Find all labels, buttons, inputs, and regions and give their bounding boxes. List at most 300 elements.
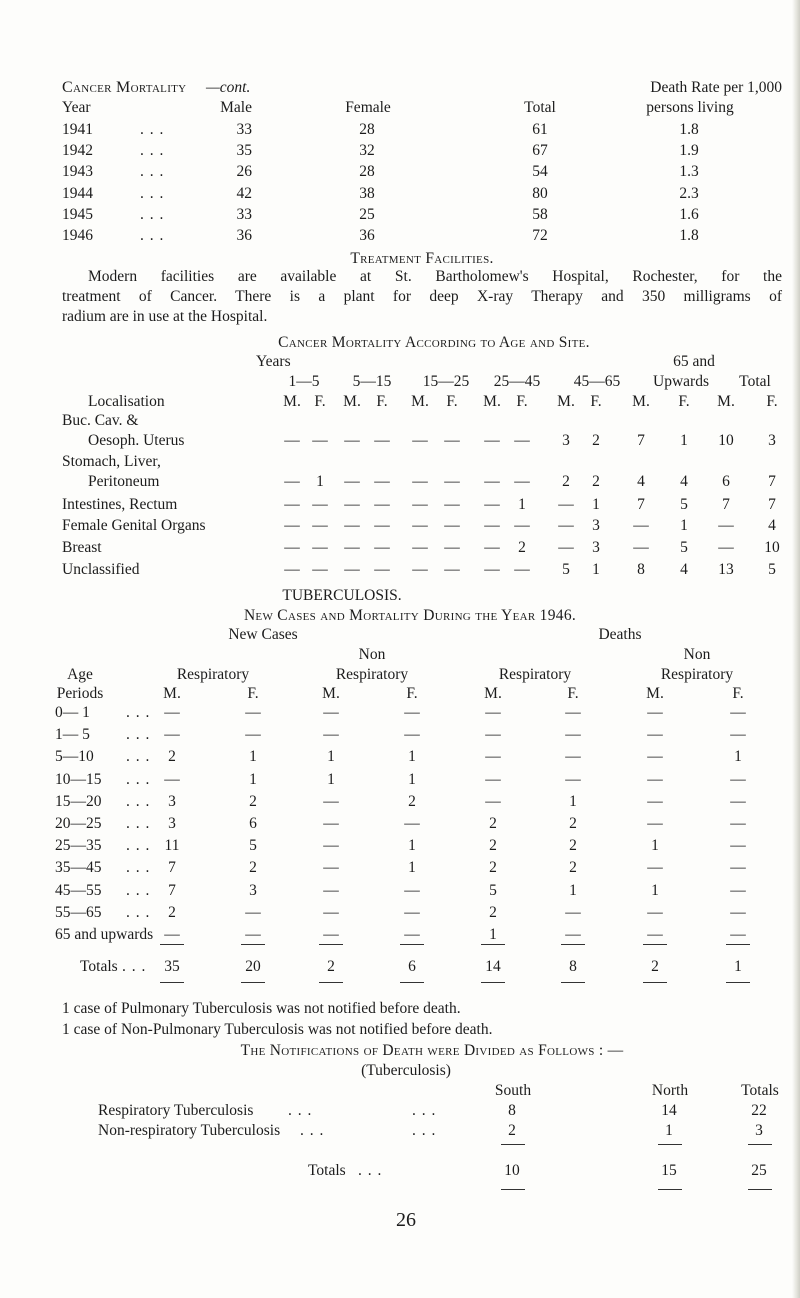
tb-cell: — xyxy=(164,726,180,744)
tb-cell: — xyxy=(565,704,581,721)
col-f: F. xyxy=(376,393,388,410)
tb-cell: — xyxy=(323,903,339,921)
tb-total: 35 xyxy=(164,958,180,975)
age-site-cell: — xyxy=(284,561,300,578)
notifications-title: The Notifications of Death were Divided as Follows : — xyxy=(240,1042,624,1059)
tb-cell: — xyxy=(485,770,501,788)
mortality-total: 54 xyxy=(532,163,548,181)
tb-age-period: 45—55 xyxy=(55,881,102,899)
age-site-cell: — xyxy=(312,517,328,534)
age-site-cell: — xyxy=(514,473,530,490)
notifications-label: Non-respiratory Tuberculosis xyxy=(98,1122,281,1139)
tb-cell: — xyxy=(404,903,420,921)
treatment-line: Modern facilities are available at St. Bartholomew's Hospital, Rochester, for the xyxy=(88,268,782,285)
mortality-female: 38 xyxy=(359,184,375,202)
column-rule xyxy=(241,982,265,983)
notifications-cell: 8 xyxy=(508,1102,516,1119)
tb-total: 14 xyxy=(485,958,501,975)
tb-cell: — xyxy=(730,726,746,744)
tb-cell: 1 xyxy=(408,748,416,766)
tb-cell: 1 xyxy=(569,792,577,810)
tb-age-period: 1— 5 xyxy=(55,726,90,744)
tb-cell: 3 xyxy=(168,815,176,832)
treatment-title: Treatment Facilities. xyxy=(350,250,494,267)
col-m: M. xyxy=(322,685,340,702)
localisation-label: Localisation xyxy=(88,393,165,410)
leader-dots: . . . xyxy=(126,859,151,877)
leader-dots: . . . xyxy=(288,1102,313,1119)
rate-header: Death Rate per 1,000 xyxy=(650,79,782,96)
mortality-year: 1942 xyxy=(62,142,93,160)
col-f: F. xyxy=(732,685,744,702)
mortality-male: 36 xyxy=(236,227,252,244)
mortality-total: 80 xyxy=(532,184,548,202)
mortality-male: 35 xyxy=(236,142,252,160)
leader-dots: . . . xyxy=(140,142,165,160)
age-site-cell: — xyxy=(484,432,500,449)
tb-cell: 2 xyxy=(489,837,497,855)
col-total: Total xyxy=(524,99,556,116)
tb-cell: 11 xyxy=(164,837,180,855)
mortality-female: 28 xyxy=(359,121,375,138)
age-site-cell: — xyxy=(312,539,328,556)
tb-total: 1 xyxy=(734,958,742,975)
age-group-header: Total xyxy=(739,373,771,390)
tb-age-period: 10—15 xyxy=(55,770,102,788)
site-label-line1: Buc. Cav. & xyxy=(62,412,139,429)
age-site-cell: — xyxy=(718,517,734,534)
age-site-cell: — xyxy=(514,517,530,534)
tb-cell: 2 xyxy=(569,859,577,877)
tb-total: 2 xyxy=(651,958,659,975)
col-f: F. xyxy=(567,685,579,702)
tb-cell: — xyxy=(323,815,339,832)
tb-age-period: 55—65 xyxy=(55,903,102,921)
tb-cell: — xyxy=(730,837,746,855)
mortality-title: Cancer Mortality xyxy=(62,79,187,96)
age-site-title: Cancer Mortality According to Age and Site. xyxy=(278,334,590,351)
column-rule xyxy=(481,982,505,983)
col-m: M. xyxy=(283,393,301,410)
d-resp: Respiratory xyxy=(498,666,572,683)
site-label: Unclassified xyxy=(62,561,140,578)
tb-cell: 2 xyxy=(168,748,176,766)
notifications-label: Respiratory Tuberculosis xyxy=(98,1102,254,1119)
mortality-year: 1943 xyxy=(62,163,93,181)
age-site-cell: 1 xyxy=(518,496,526,513)
mortality-total: 72 xyxy=(532,227,548,244)
column-rule xyxy=(748,1144,772,1145)
tb-cell: — xyxy=(323,881,339,899)
tb-cell: — xyxy=(647,748,663,766)
tb-cell: 1 xyxy=(408,770,416,788)
age-site-cell: — xyxy=(344,432,360,449)
tb-cell: — xyxy=(245,726,261,744)
d-non: Non xyxy=(683,646,711,663)
age-group-header: 1—5 xyxy=(288,373,320,390)
column-rule xyxy=(658,1144,682,1145)
tb-cell: — xyxy=(647,770,663,788)
mortality-rate: 1.3 xyxy=(679,163,699,181)
tb-total: 2 xyxy=(327,958,335,975)
tb-cell: — xyxy=(323,726,339,744)
age-site-cell: 1 xyxy=(680,432,688,449)
age-site-cell: — xyxy=(484,496,500,513)
tb-note: 1 case of Pulmonary Tuberculosis was not notified before death. xyxy=(62,1000,461,1017)
tb-cell: — xyxy=(565,726,581,744)
age-site-cell: — xyxy=(412,432,428,449)
tb-cell: — xyxy=(164,704,180,721)
tb-cell: 1 xyxy=(327,748,335,766)
notifications-cell: 14 xyxy=(661,1102,677,1119)
age-site-cell: — xyxy=(484,539,500,556)
col-f: F. xyxy=(446,393,458,410)
mortality-year: 1946 xyxy=(62,227,93,244)
nc-nonresp: Respiratory xyxy=(335,666,409,683)
tb-title: TUBERCULOSIS. xyxy=(282,587,402,604)
mortality-female: 32 xyxy=(359,142,375,160)
age-site-cell: 10 xyxy=(718,432,734,449)
age-site-cell: 13 xyxy=(718,561,734,578)
column-rule xyxy=(160,982,184,983)
age-site-cell: 4 xyxy=(768,517,776,534)
leader-dots: . . . xyxy=(140,205,165,223)
treatment-paragraph xyxy=(62,267,782,327)
tb-cell: — xyxy=(485,704,501,721)
age-site-cell: — xyxy=(312,561,328,578)
leader-dots: . . . xyxy=(140,227,165,244)
age-site-cell: — xyxy=(484,473,500,490)
age-site-cell: — xyxy=(344,517,360,534)
tb-cell: 6 xyxy=(249,815,257,832)
tb-cell: 2 xyxy=(489,903,497,921)
periods-label: Periods xyxy=(56,685,104,702)
tb-cell: 1 xyxy=(408,859,416,877)
mortality-total: 58 xyxy=(532,205,548,223)
col-m: M. xyxy=(343,393,361,410)
leader-dots: . . . xyxy=(412,1122,437,1139)
tb-cell: 1 xyxy=(249,748,257,766)
tb-cell: — xyxy=(323,704,339,721)
leader-dots: . . . xyxy=(358,1162,383,1179)
age-label: Age xyxy=(67,666,93,683)
tb-cell: 2 xyxy=(249,792,257,810)
notifications-header: Totals xyxy=(741,1082,779,1099)
tb-cell: 7 xyxy=(168,859,176,877)
mortality-male: 42 xyxy=(236,184,252,202)
tb-cell: — xyxy=(565,748,581,766)
leader-dots: . . . xyxy=(412,1102,437,1119)
tb-cell: 1 xyxy=(249,770,257,788)
tb-cell: — xyxy=(647,859,663,877)
age-site-cell: 2 xyxy=(518,539,526,556)
tb-cell: 3 xyxy=(168,792,176,810)
tb-cell: — xyxy=(245,926,261,943)
tb-cell: — xyxy=(323,859,339,877)
age-site-cell: — xyxy=(284,432,300,449)
treatment-line: treatment of Cancer. There is a plant for deep X-ray Therapy and 350 milligrams of xyxy=(62,288,782,305)
age-site-cell: 10 xyxy=(764,539,780,556)
column-rule xyxy=(726,944,750,945)
tb-age-period: 35—45 xyxy=(55,859,102,877)
col-m: M. xyxy=(163,685,181,702)
mortality-title-cont: —cont. xyxy=(206,79,251,96)
mortality-total: 67 xyxy=(532,142,548,160)
site-label: Female Genital Organs xyxy=(62,517,206,534)
leader-dots: . . . xyxy=(126,770,151,788)
mortality-rate: 1.8 xyxy=(679,227,699,244)
column-rule xyxy=(643,944,667,945)
tb-cell: 1 xyxy=(569,881,577,899)
col-f: F. xyxy=(766,393,778,410)
age-site-cell: — xyxy=(718,539,734,556)
page-edge-shadow xyxy=(792,0,800,1298)
nc-non: Non xyxy=(358,646,386,663)
leader-dots: . . . xyxy=(126,704,151,721)
column-rule xyxy=(400,982,424,983)
col-f: F. xyxy=(590,393,602,410)
notifications-total: 25 xyxy=(751,1162,767,1179)
tb-note: 1 case of Non-Pulmonary Tuberculosis was not notified before death. xyxy=(62,1021,493,1038)
col-m: M. xyxy=(484,685,502,702)
age-site-cell: — xyxy=(374,473,390,490)
new-cases-label: New Cases xyxy=(228,626,298,643)
tb-cell: — xyxy=(647,704,663,721)
age-site-cell: 1 xyxy=(680,517,688,534)
leader-dots: . . . xyxy=(126,837,151,855)
column-rule xyxy=(561,944,585,945)
age-site-cell: 5 xyxy=(680,539,688,556)
tb-age-period: 15—20 xyxy=(55,792,102,810)
tb-cell: 2 xyxy=(569,837,577,855)
age-site-cell: — xyxy=(284,517,300,534)
tb-cell: — xyxy=(404,926,420,943)
age-site-cell: — xyxy=(412,517,428,534)
col-f: F. xyxy=(406,685,418,702)
tb-cell: 5 xyxy=(249,837,257,855)
tb-cell: — xyxy=(730,881,746,899)
mortality-rate: 1.8 xyxy=(679,121,699,138)
tb-cell: 1 xyxy=(651,837,659,855)
column-rule xyxy=(658,1189,682,1190)
col-male: Male xyxy=(220,99,252,116)
column-rule xyxy=(501,1189,525,1190)
tb-age-period: 20—25 xyxy=(55,815,102,832)
mortality-year: 1941 xyxy=(62,121,93,138)
age-site-cell: — xyxy=(284,539,300,556)
tb-cell: — xyxy=(730,704,746,721)
age-site-cell: 2 xyxy=(592,432,600,449)
tb-cell: — xyxy=(323,926,339,943)
age-site-cell: 6 xyxy=(722,473,730,490)
age-site-cell: — xyxy=(514,561,530,578)
age-site-cell: 1 xyxy=(592,496,600,513)
age-site-cell: — xyxy=(412,496,428,513)
tb-cell: 3 xyxy=(249,881,257,899)
age-site-cell: — xyxy=(344,561,360,578)
tb-cell: 7 xyxy=(168,881,176,899)
tb-cell: 2 xyxy=(489,815,497,832)
age-site-cell: — xyxy=(484,561,500,578)
tb-cell: 1 xyxy=(327,770,335,788)
age-site-cell: 7 xyxy=(768,473,776,490)
mortality-female: 36 xyxy=(359,227,375,244)
tb-cell: 1 xyxy=(734,748,742,766)
age-site-cell: — xyxy=(558,496,574,513)
tb-cell: — xyxy=(565,903,581,921)
age-site-cell: — xyxy=(558,517,574,534)
mortality-year: 1945 xyxy=(62,205,93,223)
age-site-cell: — xyxy=(412,473,428,490)
column-rule xyxy=(319,944,343,945)
age-site-cell: — xyxy=(412,561,428,578)
notifications-cell: 22 xyxy=(751,1102,767,1119)
leader-dots: . . . xyxy=(140,184,165,202)
site-label-line2: Peritoneum xyxy=(88,473,160,490)
age-site-cell: — xyxy=(444,539,460,556)
tb-cell: — xyxy=(730,859,746,877)
mortality-female: 25 xyxy=(359,205,375,223)
age-site-cell: 5 xyxy=(562,561,570,578)
mortality-rate: 1.6 xyxy=(679,205,699,223)
tb-cell: — xyxy=(647,815,663,832)
age-site-cell: — xyxy=(484,517,500,534)
tb-cell: — xyxy=(485,748,501,766)
column-rule xyxy=(643,982,667,983)
site-label: Intestines, Rectum xyxy=(62,496,178,513)
age-site-cell: — xyxy=(284,473,300,490)
col-m: M. xyxy=(646,685,664,702)
age-site-cell: — xyxy=(444,561,460,578)
tb-cell: — xyxy=(323,837,339,855)
leader-dots: . . . xyxy=(126,792,151,810)
age-site-cell: 7 xyxy=(722,496,730,513)
leader-dots: . . . xyxy=(122,958,147,975)
age-site-cell: — xyxy=(312,496,328,513)
tb-cell: — xyxy=(323,792,339,810)
tb-age-period: 0— 1 xyxy=(55,704,90,721)
age-site-cell: 8 xyxy=(637,561,645,578)
age-site-cell: — xyxy=(344,539,360,556)
site-label: Breast xyxy=(62,539,102,556)
notifications-total: 15 xyxy=(661,1162,677,1179)
col-f: F. xyxy=(314,393,326,410)
leader-dots: . . . xyxy=(126,748,151,766)
tb-cell: 2 xyxy=(168,903,176,921)
age-site-cell: — xyxy=(312,432,328,449)
mortality-rate: 2.3 xyxy=(679,184,699,202)
age-site-cell: — xyxy=(374,561,390,578)
column-rule xyxy=(726,982,750,983)
tb-cell: 2 xyxy=(249,859,257,877)
age-site-cell: — xyxy=(633,539,649,556)
col-f: F. xyxy=(678,393,690,410)
age-site-cell: — xyxy=(558,539,574,556)
notifications-totals-label: Totals xyxy=(308,1162,346,1179)
notifications-cell: 1 xyxy=(665,1122,673,1139)
column-rule xyxy=(481,944,505,945)
leader-dots: . . . xyxy=(126,903,151,921)
tb-cell: 1 xyxy=(408,837,416,855)
age-site-cell: 7 xyxy=(768,496,776,513)
leader-dots: . . . xyxy=(140,163,165,181)
treatment-line: radium are in use at the Hospital. xyxy=(62,308,268,325)
tb-cell: — xyxy=(730,815,746,832)
tb-age-period: 65 and upwards xyxy=(55,926,154,943)
col-m: M. xyxy=(411,393,429,410)
tb-cell: — xyxy=(647,792,663,810)
tb-cell: — xyxy=(647,726,663,744)
column-rule xyxy=(160,944,184,945)
mortality-female: 28 xyxy=(359,163,375,181)
col-m: M. xyxy=(632,393,650,410)
col-m: M. xyxy=(717,393,735,410)
tb-cell: — xyxy=(245,704,261,721)
column-rule xyxy=(748,1189,772,1190)
col-m: M. xyxy=(483,393,501,410)
tb-cell: 2 xyxy=(489,859,497,877)
tb-cell: — xyxy=(404,815,420,832)
age-site-cell: 3 xyxy=(768,432,776,449)
col-female: Female xyxy=(345,99,391,116)
age-site-cell: — xyxy=(444,473,460,490)
tb-cell: — xyxy=(647,926,663,943)
tb-cell: — xyxy=(245,903,261,921)
age-site-cell: 7 xyxy=(637,496,645,513)
col-m: M. xyxy=(557,393,575,410)
age-site-cell: 1 xyxy=(316,473,324,490)
tb-cell: — xyxy=(565,926,581,943)
tb-cell: — xyxy=(565,770,581,788)
notifications-header: North xyxy=(651,1082,689,1099)
tb-cell: — xyxy=(404,881,420,899)
column-rule xyxy=(319,982,343,983)
tb-total: 20 xyxy=(245,958,261,975)
age-site-cell: 4 xyxy=(680,473,688,490)
mortality-male: 26 xyxy=(236,163,252,181)
leader-dots: . . . xyxy=(300,1122,325,1139)
tb-totals-label: Totals xyxy=(80,958,118,975)
col-f: F. xyxy=(516,393,528,410)
age-site-cell: 3 xyxy=(562,432,570,449)
notifications-total: 10 xyxy=(504,1162,520,1179)
tb-cell: — xyxy=(647,903,663,921)
mortality-male: 33 xyxy=(236,205,252,223)
age-site-cell: — xyxy=(444,496,460,513)
tb-cell: — xyxy=(164,926,180,943)
age-site-cell: 5 xyxy=(680,496,688,513)
tb-cell: — xyxy=(730,926,746,943)
age-site-cell: 5 xyxy=(768,561,776,578)
column-rule xyxy=(241,944,265,945)
age-site-cell: 1 xyxy=(592,561,600,578)
age-site-cell: 7 xyxy=(637,432,645,449)
age-group-header: 15—25 xyxy=(422,373,470,390)
leader-dots: . . . xyxy=(126,726,151,744)
mortality-year: 1944 xyxy=(62,184,93,202)
tb-cell: 1 xyxy=(651,881,659,899)
age-site-cell: — xyxy=(514,432,530,449)
col-persons: persons living xyxy=(646,99,734,116)
site-label-line2: Oesoph. Uterus xyxy=(88,432,185,449)
age-site-cell: — xyxy=(633,517,649,534)
tb-cell: 2 xyxy=(408,792,416,810)
leader-dots: . . . xyxy=(126,881,151,899)
age-site-cell: 3 xyxy=(592,517,600,534)
tb-total: 6 xyxy=(408,958,416,975)
age-site-cell: 2 xyxy=(562,473,570,490)
tb-age-period: 25—35 xyxy=(55,837,102,855)
